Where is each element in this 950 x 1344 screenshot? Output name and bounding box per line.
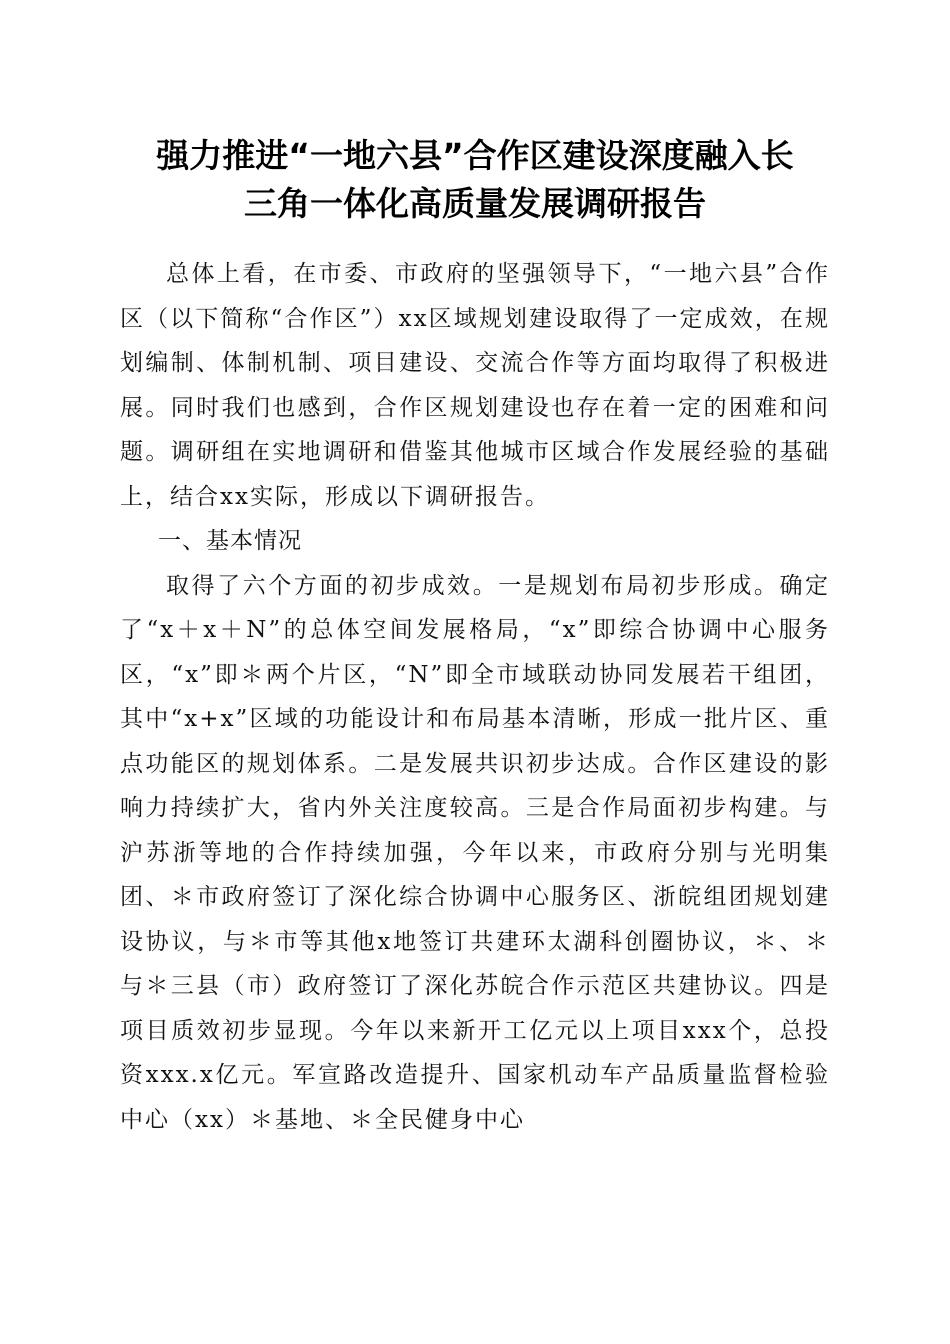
title-line-2: 三角一体化高质量发展调研报告 (244, 184, 706, 223)
section-heading: 一、基本情况 (158, 528, 302, 554)
section-paragraph: 取得了六个方面的初步成效。一是规划布局初步形成。确定了“x＋x＋N”的总体空间发展格局，“x”即综合协调中心服务区，“x”即＊两个片区，“N”即全市域联动协同发展若干组团，其中“x+x”区域的功能设计和布局基本清晰，形成一批片区、重点功能区的规划体系。二是发展共识初步达成。合作区建设的影响力持续扩大，省内外关注度较高。三是合作局面初步构建。与沪苏浙等地的合作持续加强，今年以来，市政府分别与光明集团、＊市政府签订了深化综合协调中心服务区、浙皖组团规划建设协议，与＊市等其他x地签订共建环太湖科创圈协议，＊、＊与＊三县（市）政府签订了深化苏皖合作示范区共建协议。四是项目质效初步显现。今年以来新开工亿元以上项目xxx个，总投资xxx.x亿元。军宣路改造提升、国家机动车产品质量监督检验中心（xx）＊基地、＊全民健身中心 (120, 572, 830, 1133)
intro-paragraph: 总体上看，在市委、市政府的坚强领导下，“一地六县”合作区（以下简称“合作区”）xx区域规划建设取得了一定成效，在规划编制、体制机制、项目建设、交流合作等方面均取得了积极进展。同时我们也感到，合作区规划建设也存在着一定的困难和问题。调研组在实地调研和借鉴其他城市区域合作发展经验的基础上，结合xx实际，形成以下调研报告。 (120, 261, 830, 510)
page-title (100, 132, 850, 228)
title-line-1: 强力推进“一地六县”合作区建设深度融入长 (156, 136, 794, 175)
document-body (120, 252, 830, 1142)
